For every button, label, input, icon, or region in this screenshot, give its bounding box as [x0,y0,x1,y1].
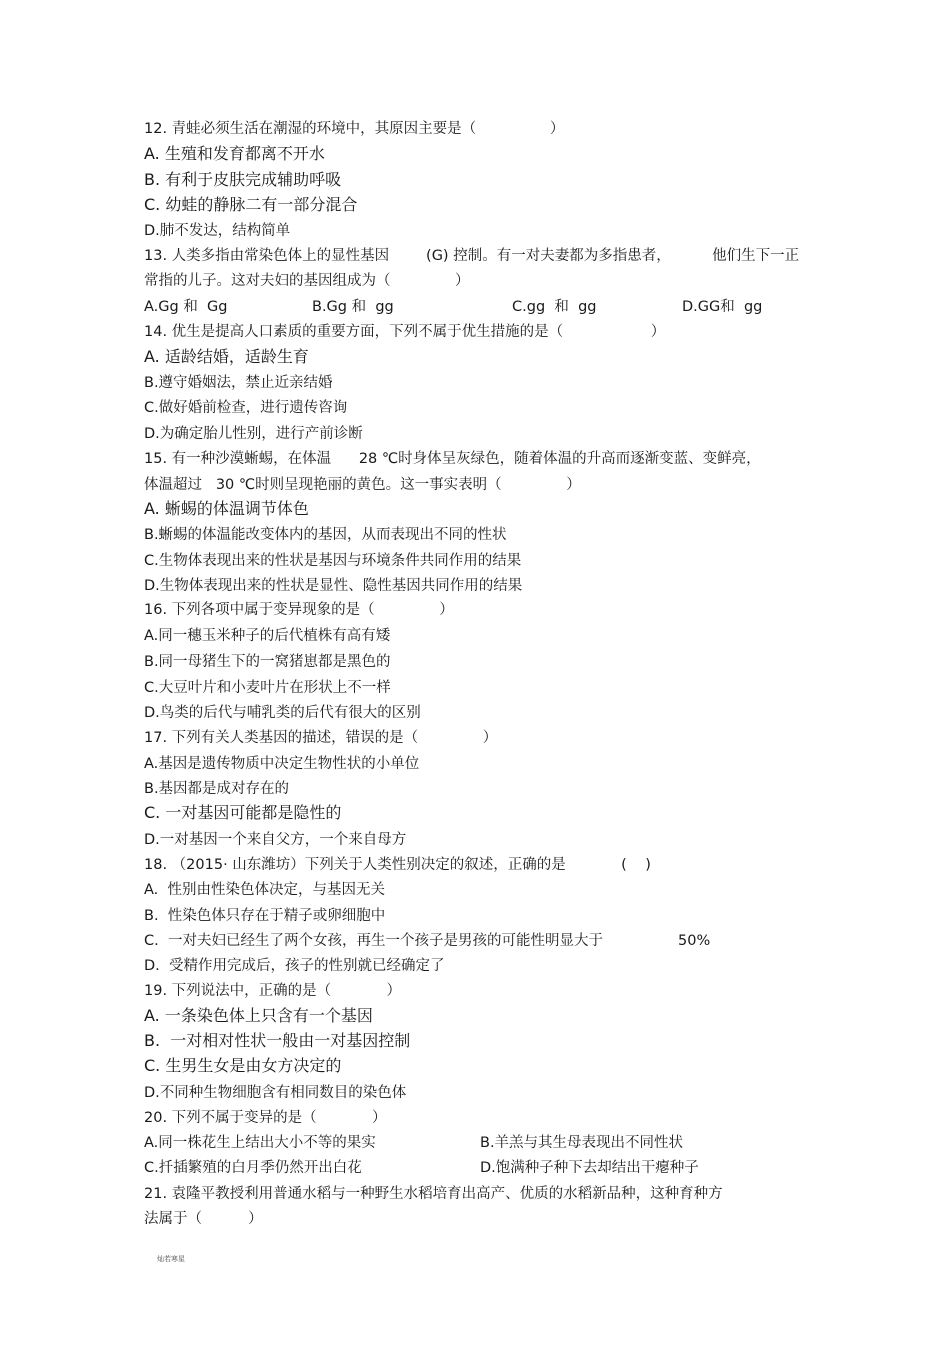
q15-stem-line2: 体温超过 30 ℃时则呈现艳丽的黄色。这一事实表明（ ） [144,477,581,493]
q14-option-c: C.做好婚前检查，进行遗传咨询 [144,400,348,416]
q16-stem: 16. 下列各项中属于变异现象的是（ ） [144,602,454,618]
q18-option-c-value: 50% [678,933,711,949]
q16-option-a: A.同一穗玉米种子的后代植株有高有矮 [144,628,391,644]
q20-option-a: A.同一株花生上结出大小不等的果实 [144,1135,376,1151]
q15-option-b: B.蜥蜴的体温能改变体内的基因，从而表现出不同的性状 [144,527,507,543]
q20-option-d: D.饱满种子种下去却结出干瘪种子 [480,1160,699,1176]
q19-option-b: B. 一对相对性状一般由一对基因控制 [144,1031,411,1050]
page-footer: 灿若寒星 [157,1255,185,1263]
q15-option-c: C.生物体表现出来的性状是基因与环境条件共同作用的结果 [144,553,522,569]
q15-stem-line1: 15. 有一种沙漠蜥蜴，在体温 28 ℃时身体呈灰绿色，随着体温的升高而逐渐变蓝、变鲜亮， [144,451,761,467]
q16-option-d: D.鸟类的后代与哺乳类的后代有很大的区别 [144,705,421,721]
q18-option-b: B. 性染色体只存在于精子或卵细胞中 [144,908,386,924]
q13-stem-line2: 常指的儿子。这对夫妇的基因组成为（ ） [144,273,470,289]
q16-option-b: B.同一母猪生下的一窝猪崽都是黑色的 [144,654,391,670]
q14-option-a: A. 适龄结婚，适龄生育 [144,347,309,366]
q17-option-d: D.一对基因一个来自父方，一个来自母方 [144,832,407,848]
q21-stem-line2: 法属于（ ） [144,1211,263,1227]
q13-option-c: C.gg 和 gg [512,299,597,315]
q14-stem: 14. 优生是提高人口素质的重要方面，下列不属于优生措施的是（ ） [144,324,666,340]
q18-option-c: C. 一对夫妇已经生了两个女孩，再生一个孩子是男孩的可能性明显大于 [144,933,603,949]
q20-stem: 20. 下列不属于变异的是（ ） [144,1110,387,1126]
q17-option-c: C. 一对基因可能都是隐性的 [144,803,342,822]
q17-option-a: A.基因是遗传物质中决定生物性状的小单位 [144,756,420,772]
q13-stem-line1: 13. 人类多指由常染色体上的显性基因 (G) 控制。有一对夫妻都为多指患者， 他们生下一正 [144,248,800,264]
q19-option-d: D.不同种生物细胞含有相同数目的染色体 [144,1085,407,1101]
q14-option-b: B.遵守婚姻法，禁止近亲结婚 [144,375,333,391]
q14-option-d: D.为确定胎儿性别，进行产前诊断 [144,426,363,442]
q13-option-a: A.Gg 和 Gg [144,299,228,315]
q15-option-a: A. 蜥蜴的体温调节体色 [144,499,309,518]
q17-stem: 17. 下列有关人类基因的描述，错误的是（ ） [144,730,498,746]
q12-option-c: C. 幼蛙的静脉二有一部分混合 [144,195,358,214]
q20-option-c: C.扦插繁殖的白月季仍然开出白花 [144,1160,362,1176]
q19-stem: 19. 下列说法中，正确的是（ ） [144,983,401,999]
q12-option-a: A. 生殖和发育都离不开水 [144,144,325,163]
q18-option-d: D. 受精作用完成后，孩子的性别就已经确定了 [144,958,445,974]
q16-option-c: C.大豆叶片和小麦叶片在形状上不一样 [144,680,391,696]
q18-stem: 18. （2015· 山东潍坊）下列关于人类性别决定的叙述，正确的是 ( ) [144,857,651,873]
q12-option-d: D.肺不发达，结构简单 [144,223,291,239]
q18-option-a: A. 性别由性染色体决定，与基因无关 [144,882,385,898]
q12-option-b: B. 有利于皮肤完成辅助呼吸 [144,170,342,189]
q19-option-a: A. 一条染色体上只含有一个基因 [144,1006,373,1025]
q13-option-d: D.GG和 gg [682,299,763,315]
q21-stem-line1: 21. 袁隆平教授利用普通水稻与一种野生水稻培育出高产、优质的水稻新品种，这种育种方 [144,1186,723,1202]
q12-stem: 12. 青蛙必须生活在潮湿的环境中，其原因主要是（ ） [144,121,565,137]
q17-option-b: B.基因都是成对存在的 [144,781,290,797]
q15-option-d: D.生物体表现出来的性状是显性、隐性基因共同作用的结果 [144,578,523,594]
q13-option-b: B.Gg 和 gg [312,299,394,315]
q20-option-b: B.羊羔与其生母表现出不同性状 [480,1135,684,1151]
q19-option-c: C. 生男生女是由女方决定的 [144,1056,342,1075]
